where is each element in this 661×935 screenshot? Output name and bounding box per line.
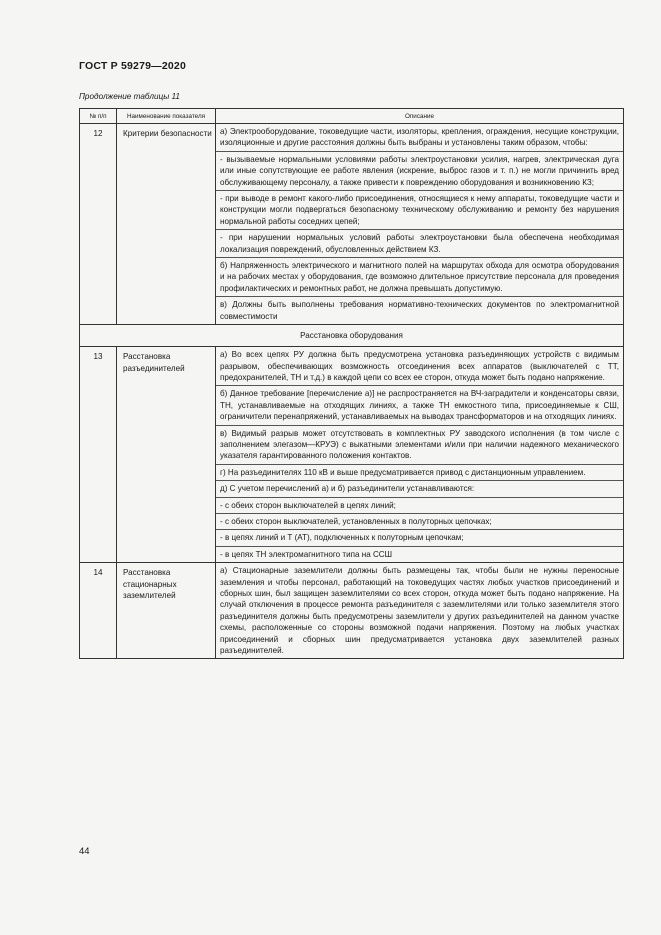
description-paragraph: д) С учетом перечислений а) и б) разъединители устанавливаются: — [216, 481, 623, 497]
description-paragraph: - в цепях ТН электромагнитного типа на ССШ — [220, 549, 393, 559]
standard-title: ГОСТ Р 59279—2020 — [79, 60, 187, 72]
description-paragraph: - в цепях линий и Т (АТ), подключенных к полуторным цепочкам; — [216, 530, 623, 546]
section-title: Расстановка оборудования — [80, 325, 624, 347]
description-paragraph: - с обеих сторон выключателей в цепях линий; — [216, 498, 623, 514]
description-paragraph: а) Стационарные заземлители должны быть размещены так, чтобы были не нужны переносные заземления и чтобы персонал, работающий на токоведущих частях любых участков присоединений и сборных шин, был защищен заземлителями со всех сторон, откуда может быть подано напряжение. На случай отключения в процессе ремонта разъединителя с заземлителями или только заземлителя этого разъединителя должны быть предусмотрены заземлители у других разъединителей на данном участке схемы, расположенные со стороны возможной подачи напряжения. Поэтому на любых участках присоединений и сборных шин предусматривается установка двух заземлителей разных разъединителей. — [220, 566, 619, 656]
table-row — [80, 563, 624, 659]
table-row — [80, 347, 624, 563]
table-header-row — [80, 109, 624, 124]
row-number: 12 — [80, 124, 117, 325]
description-paragraph: б) Напряженность электрического и магнитного полей на маршрутах обхода для осмотра оборудования и на рабочих местах у оборудования, где возможно длительное присутствие персонала для проведения профилактических и ремонтных работ, не должна превышать допустимую. — [216, 258, 623, 297]
description-paragraph: б) Данное требование [перечисление а)] не распространяется на ВЧ-заградители и конденсаторы связи, ТН, устанавливаемые на отходящих линиях, а также ТН емкостного типа, присоединяемые к СШ, ограничители перенапряжений, устанавливаемых на выводах трансформаторов и на отходящих линиях. — [216, 386, 623, 425]
col-name-header: Наименование показателя — [117, 109, 216, 124]
row-number: 13 — [80, 347, 117, 563]
page-number: 44 — [79, 846, 90, 857]
col-description-header: Описание — [216, 109, 624, 124]
row-name: Расстановка стационарных заземлителей — [117, 563, 216, 659]
specification-table — [79, 108, 624, 659]
description-paragraph: в) Видимый разрыв может отсутствовать в комплектных РУ заводского исполнения (в том числе с заполнением элегазом—КРУЭ) с выкатными элементами и/или при наличии надежного механического указателя гарантированного положения контактов. — [216, 426, 623, 465]
description-paragraph: - при нарушении нормальных условий работы электроустановки была обеспечена необходимая локализация повреждений, обусловленных действием КЗ. — [216, 230, 623, 258]
section-row — [80, 325, 624, 347]
col-number-header: № п/п — [80, 109, 117, 124]
row-name: Критерии безопасности — [117, 124, 216, 325]
description-paragraph: - при выводе в ремонт какого-либо присоединения, относящиеся к нему аппараты, токоведущие части и конструкции могли подвергаться безопасному техническому обслуживанию и ремонту без нарушения нормальной работы соседних цепей; — [216, 191, 623, 230]
description-paragraph: а) Электрооборудование, токоведущие части, изоляторы, крепления, ограждения, несущие конструкции, изоляционные и другие расстояния должны быть выбраны и установлены таким образом, чтобы: — [216, 124, 623, 152]
row-number: 14 — [80, 563, 117, 659]
description-paragraph: а) Во всех цепях РУ должна быть предусмотрена установка разъединяющих устройств с видимым разрывом, обеспечивающих возможность отсоединения всех аппаратов (выключателей с ТТ, предохранителей, ТН и т.д.) в каждой цепи со всех ее сторон, откуда может быть подано напряжение. — [216, 347, 623, 386]
table-caption: Продолжение таблицы 11 — [79, 92, 180, 101]
description-paragraph: г) На разъединителях 110 кВ и выше предусматривается привод с дистанционным управлением. — [216, 465, 623, 481]
table-row — [80, 124, 624, 325]
row-description — [216, 124, 624, 325]
row-description — [216, 347, 624, 563]
row-name: Расстановка разъединителей — [117, 347, 216, 563]
row-description — [216, 563, 624, 659]
description-paragraph: - вызываемые нормальными условиями работы электроустановки усилия, нагрев, электрическая дуга или иные сопутствующие ее работе явления (искрение, выброс газов и т. п.) не могли причинить вред обслуживающему персоналу, а также привести к повреждению оборудования и возникновению КЗ; — [216, 152, 623, 191]
description-paragraph: - с обеих сторон выключателей, установленных в полуторных цепочках; — [216, 514, 623, 530]
description-paragraph: в) Должны быть выполнены требования нормативно-технических документов по электромагнитной совместимости — [220, 300, 619, 321]
